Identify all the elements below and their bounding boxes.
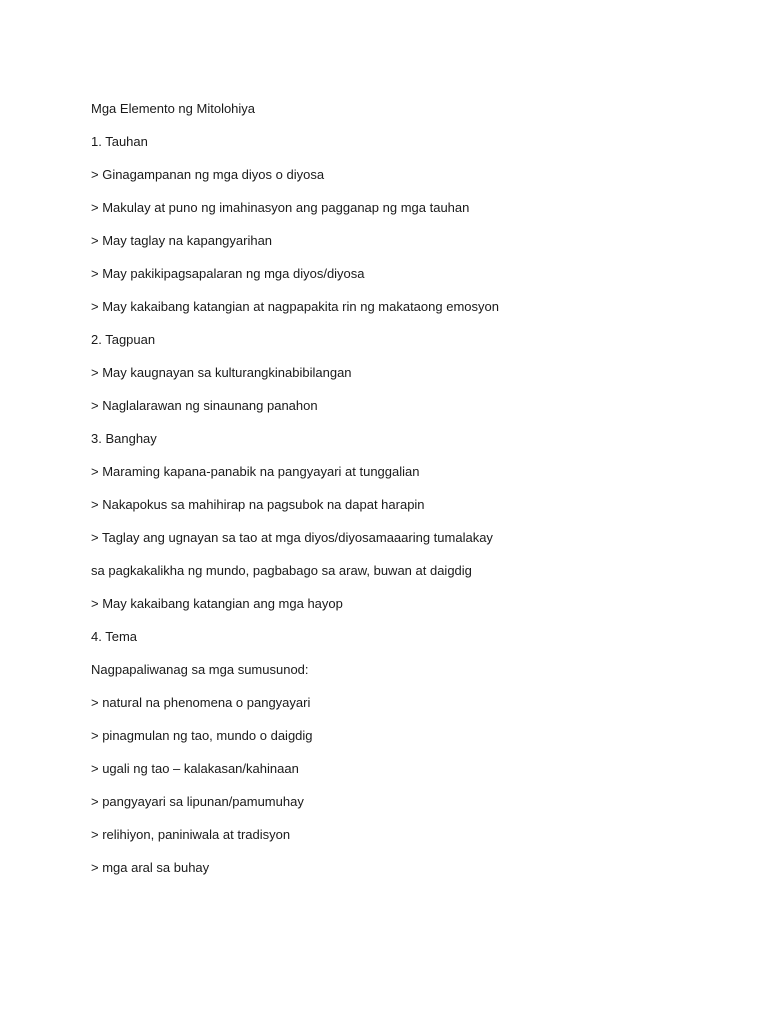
list-item: > May taglay na kapangyarihan (91, 233, 273, 248)
list-item: > mga aral sa buhay (91, 860, 210, 875)
intro-text: Nagpapaliwanag sa mga sumusunod: (91, 662, 309, 677)
list-item: > Nakapokus sa mahihirap na pagsubok na dapat harapin (91, 497, 425, 512)
list-item: > natural na phenomena o pangyayari (91, 695, 311, 710)
section-heading-banghay: 3. Banghay (91, 431, 157, 446)
list-item: > pangyayari sa lipunan/pamumuhay (91, 794, 304, 809)
list-item: > Ginagampanan ng mga diyos o diyosa (91, 167, 325, 182)
list-item: > Taglay ang ugnayan sa tao at mga diyos/diyosamaaaring tumalakay (91, 530, 493, 545)
document-page (91, 92, 731, 884)
list-item: > May kaugnayan sa kulturangkinabibilangan (91, 365, 352, 380)
section-heading-tema: 4. Tema (91, 629, 138, 644)
document-title: Mga Elemento ng Mitolohiya (91, 101, 256, 116)
list-item: > pinagmulan ng tao, mundo o daigdig (91, 728, 313, 743)
list-item: > Makulay at puno ng imahinasyon ang pagganap ng mga tauhan (91, 200, 470, 215)
list-item: > relihiyon, paniniwala at tradisyon (91, 827, 291, 842)
list-item: > May kakaibang katangian ang mga hayop (91, 596, 343, 611)
list-item-continuation: sa pagkakalikha ng mundo, pagbabago sa araw, buwan at daigdig (91, 563, 472, 578)
list-item: > May pakikipagsapalaran ng mga diyos/diyosa (91, 266, 365, 281)
list-item: > Naglalarawan ng sinaunang panahon (91, 398, 318, 413)
section-heading-tagpuan: 2. Tagpuan (91, 332, 156, 347)
list-item: > ugali ng tao – kalakasan/kahinaan (91, 761, 299, 776)
list-item: > Maraming kapana-panabik na pangyayari at tunggalian (91, 464, 420, 479)
list-item: > May kakaibang katangian at nagpapakita rin ng makataong emosyon (91, 299, 499, 314)
section-heading-tauhan: 1. Tauhan (91, 134, 148, 149)
